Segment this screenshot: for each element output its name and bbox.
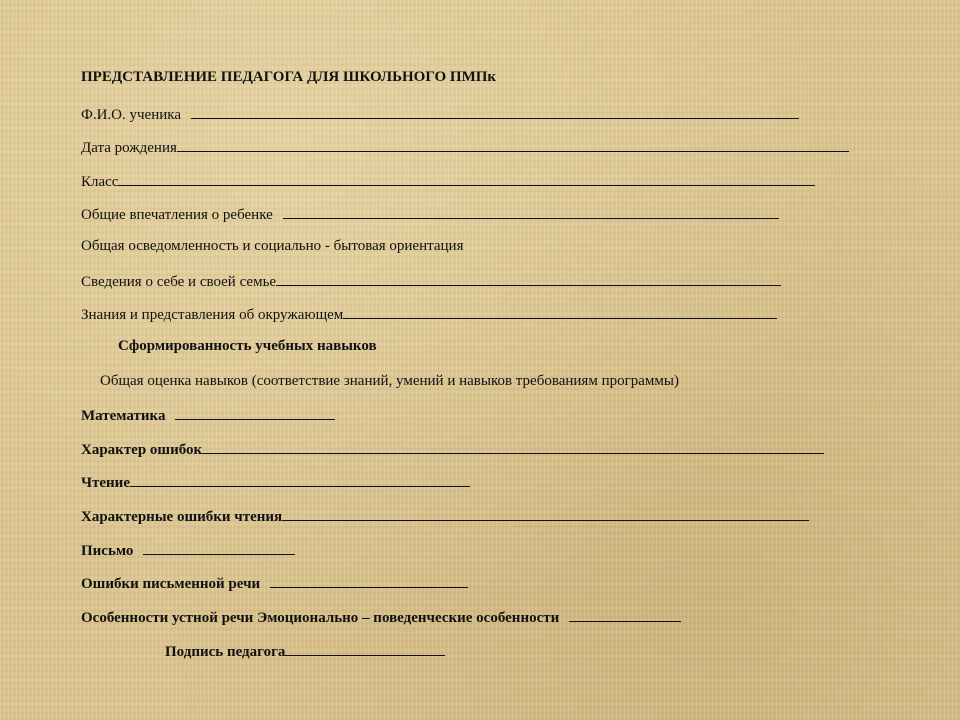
skill-reading [81, 472, 470, 492]
field-class [81, 171, 815, 191]
field-label: Письмо [81, 543, 134, 559]
skill-reading-errors [81, 506, 809, 526]
blank-line [283, 204, 779, 219]
field-knowledge-environment [81, 304, 777, 324]
field-label: Ф.И.О. ученика [81, 107, 181, 123]
blank-line [175, 405, 335, 420]
signature-line [165, 641, 445, 661]
field-label: Особенности устной речи Эмоционально – поведенческие особенности [81, 610, 560, 626]
field-label: Дата рождения [81, 140, 177, 156]
blank-line [191, 104, 799, 119]
section-heading: Сформированность учебных навыков [118, 338, 377, 354]
skill-error-type [81, 439, 824, 459]
field-label: Ошибки письменной речи [81, 576, 261, 592]
field-label: Общие впечатления о ребенке [81, 207, 273, 223]
field-label: Характерные ошибки чтения [81, 509, 283, 525]
signature-label: Подпись педагога [165, 644, 286, 660]
blank-line [276, 271, 781, 286]
document-title: ПРЕДСТАВЛЕНИЕ ПЕДАГОГА ДЛЯ ШКОЛЬНОГО ПМПк [81, 69, 497, 85]
blank-line [177, 137, 849, 152]
blank-line [202, 439, 824, 454]
field-self-family [81, 271, 781, 291]
blank-line [270, 573, 468, 588]
skill-math [81, 405, 335, 425]
field-general-impressions [81, 204, 779, 224]
blank-line [569, 607, 681, 622]
blank-line [343, 304, 777, 319]
field-label: Сведения о себе и своей семье [81, 274, 277, 290]
field-label: Математика [81, 408, 166, 424]
section-subheading: Общая оценка навыков (соответствие знаний, умений и навыков требованиям программы) [100, 373, 679, 389]
field-label: Чтение [81, 475, 130, 491]
field-birth-date [81, 137, 849, 157]
skill-oral-speech [81, 607, 681, 627]
field-label: Знания и представления об окружающем [81, 307, 344, 323]
field-label: Класс [81, 174, 119, 190]
blank-line [143, 540, 295, 555]
skill-writing [81, 540, 295, 560]
field-student-name [81, 104, 799, 124]
blank-line [130, 472, 470, 487]
field-label: Характер ошибок [81, 442, 203, 458]
blank-line [285, 641, 445, 656]
blank-line [118, 171, 815, 186]
field-general-awareness: Общая осведомленность и социально - бытовая ориентация [81, 238, 464, 254]
blank-line [282, 506, 809, 521]
skill-written-speech-errors [81, 573, 468, 593]
